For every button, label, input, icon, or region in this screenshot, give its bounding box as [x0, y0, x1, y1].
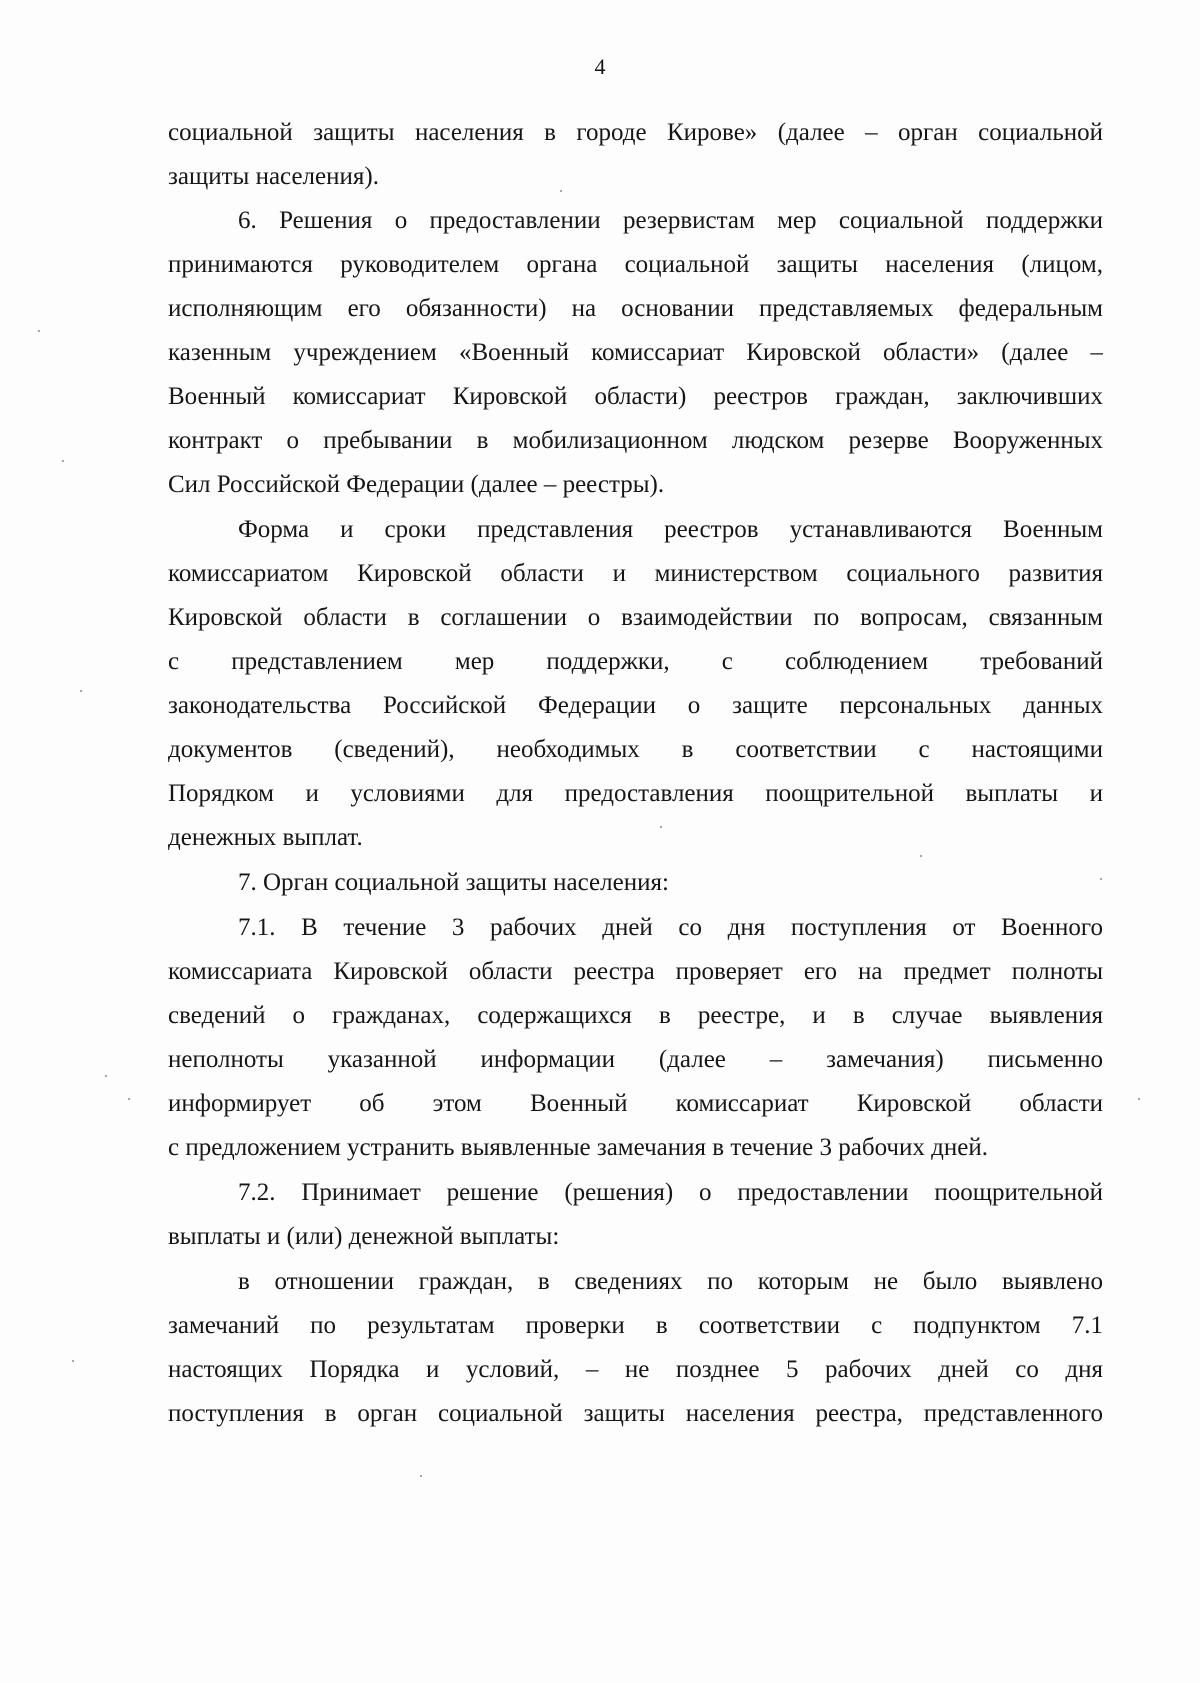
scan-speck [105, 1075, 107, 1077]
text-line: законодательства Российской Федерации о защите персональных данных [168, 692, 1103, 719]
scan-speck [1138, 1098, 1140, 1100]
text-line: социальной защиты населения в городе Кирове» (далее – орган социальной [168, 119, 1103, 146]
text-line: 7.1. В течение 3 рабочих дней со дня поступления от Военного [238, 914, 1103, 941]
text-line: замечаний по результатам проверки в соответствии с подпунктом 7.1 [168, 1312, 1103, 1339]
text-line: комиссариатом Кировской области и министерством социального развития [168, 560, 1103, 587]
text-line: Форма и сроки представления реестров устанавливаются Военным [238, 516, 1103, 543]
text-line: казенным учреждением «Военный комиссариат Кировской области» (далее – [168, 339, 1103, 366]
text-line: в отношении граждан, в сведениях по которым не было выявлено [238, 1268, 1103, 1295]
text-line: сведений о гражданах, содержащихся в реестре, и в случае выявления [168, 1002, 1103, 1029]
text-line: с предложением устранить выявленные замечания в течение 3 рабочих дней. [168, 1134, 988, 1161]
text-line: неполноты указанной информации (далее – замечания) письменно [168, 1046, 1103, 1073]
text-line: Военный комиссариат Кировской области) реестров граждан, заключивших [168, 383, 1103, 410]
scan-speck [660, 826, 662, 828]
text-line: выплаты и (или) денежной выплаты: [168, 1223, 560, 1250]
scan-speck [80, 690, 82, 692]
text-line: Сил Российской Федерации (далее – реестры). [168, 471, 665, 498]
scan-speck [1100, 878, 1102, 880]
scan-speck [38, 330, 40, 332]
text-line: исполняющим его обязанности) на основании представляемых федеральным [168, 295, 1103, 322]
text-line: 7. Орган социальной защиты населения: [238, 869, 669, 896]
text-line: с представлением мер поддержки, с соблюдением требований [168, 648, 1103, 675]
text-line: контракт о пребывании в мобилизационном людском резерве Вооруженных [168, 427, 1103, 454]
scan-speck [560, 190, 562, 192]
text-line: Кировской области в соглашении о взаимодействии по вопросам, связанным [168, 604, 1103, 631]
text-line: принимаются руководителем органа социальной защиты населения (лицом, [168, 251, 1103, 278]
text-line: защиты населения). [168, 163, 379, 190]
scan-speck [920, 855, 922, 857]
text-line: комиссариата Кировской области реестра проверяет его на предмет полноты [168, 958, 1103, 985]
text-line: 6. Решения о предоставлении резервистам мер социальной поддержки [238, 207, 1103, 234]
scan-speck [62, 460, 64, 462]
text-line: Порядком и условиями для предоставления поощрительной выплаты и [168, 780, 1103, 807]
scan-speck [128, 1098, 130, 1100]
text-line: документов (сведений), необходимых в соответствии с настоящими [168, 736, 1103, 763]
text-line: информирует об этом Военный комиссариат Кировской области [168, 1090, 1103, 1117]
page-number: 4 [594, 54, 606, 79]
text-line: поступления в орган социальной защиты населения реестра, представленного [168, 1400, 1103, 1427]
text-line: настоящих Порядка и условий, – не позднее 5 рабочих дней со дня [168, 1356, 1103, 1383]
text-line: 7.2. Принимает решение (решения) о предоставлении поощрительной [238, 1179, 1103, 1206]
text-line: денежных выплат. [168, 824, 363, 851]
scan-speck [420, 1475, 422, 1477]
scan-speck [72, 1360, 74, 1362]
